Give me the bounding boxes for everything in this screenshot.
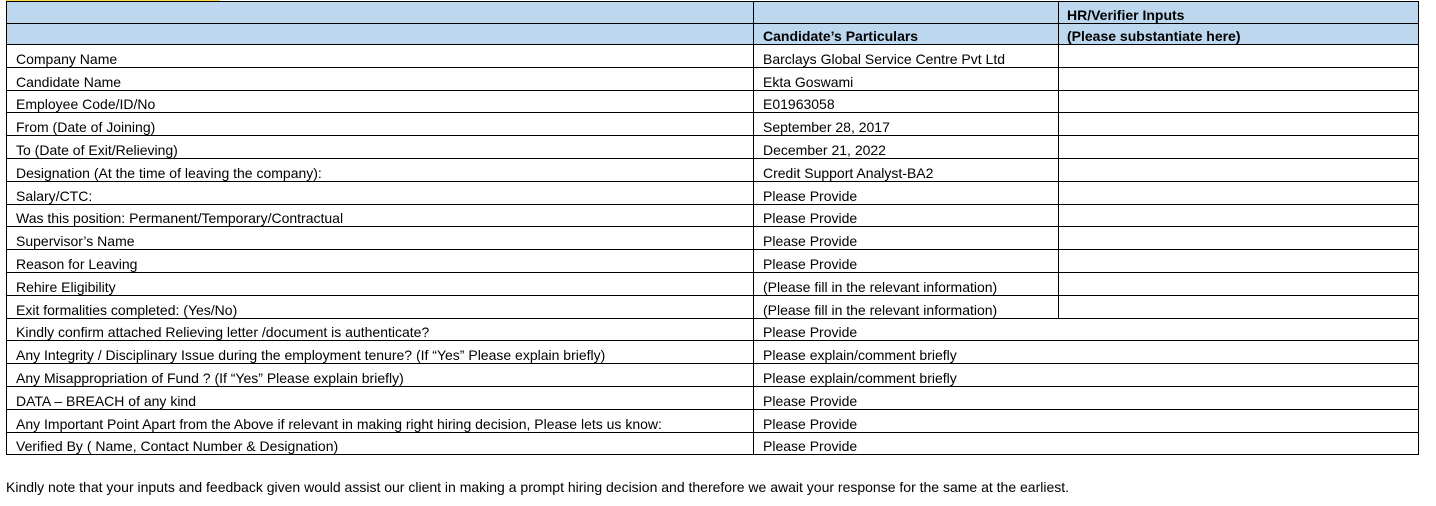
row-value: December 21, 2022 <box>754 136 1059 159</box>
header-label-cell <box>7 23 754 45</box>
table-row <box>7 318 1419 341</box>
row-label: Reason for Leaving <box>7 250 754 273</box>
table-row <box>7 295 1419 318</box>
table-row <box>7 204 1419 227</box>
hr-input-cell[interactable] <box>1059 90 1419 113</box>
header-row-top <box>7 2 1419 24</box>
row-value: Credit Support Analyst-BA2 <box>754 158 1059 181</box>
row-value: E01963058 <box>754 90 1059 113</box>
header-hr-inputs-title: HR/Verifier Inputs <box>1059 2 1419 24</box>
table-row <box>7 90 1419 113</box>
hr-input-cell[interactable] <box>1059 204 1419 227</box>
table-row <box>7 158 1419 181</box>
row-label: Kindly confirm attached Relieving letter /document is authenticate? <box>7 318 754 341</box>
row-label: Verified By ( Name, Contact Number & Designation) <box>7 432 754 455</box>
row-value-merged[interactable]: Please Provide <box>754 318 1419 341</box>
hr-input-cell[interactable] <box>1059 250 1419 273</box>
row-value: (Please fill in the relevant information) <box>754 295 1059 318</box>
hr-input-cell[interactable] <box>1059 67 1419 90</box>
row-label: Rehire Eligibility <box>7 272 754 295</box>
row-label: To (Date of Exit/Relieving) <box>7 136 754 159</box>
row-label: Designation (At the time of leaving the company): <box>7 158 754 181</box>
row-value: Please Provide <box>754 227 1059 250</box>
row-label: Exit formalities completed: (Yes/No) <box>7 295 754 318</box>
table-row <box>7 45 1419 68</box>
row-value: September 28, 2017 <box>754 113 1059 136</box>
table-row <box>7 136 1419 159</box>
row-label: Any Integrity / Disciplinary Issue during the employment tenure? (If “Yes” Please explain briefly) <box>7 341 754 364</box>
table-row <box>7 113 1419 136</box>
row-label: Supervisor’s Name <box>7 227 754 250</box>
row-label: From (Date of Joining) <box>7 113 754 136</box>
table-row <box>7 181 1419 204</box>
row-value: (Please fill in the relevant information) <box>754 272 1059 295</box>
hr-input-cell[interactable] <box>1059 158 1419 181</box>
row-value: Please Provide <box>754 250 1059 273</box>
row-label: Was this position: Permanent/Temporary/Contractual <box>7 204 754 227</box>
table-row <box>7 250 1419 273</box>
table-row <box>7 432 1419 455</box>
row-label: Employee Code/ID/No <box>7 90 754 113</box>
table-row <box>7 386 1419 409</box>
header-label-cell-top <box>7 2 754 24</box>
hr-input-cell[interactable] <box>1059 113 1419 136</box>
row-label: Company Name <box>7 45 754 68</box>
row-label: Salary/CTC: <box>7 181 754 204</box>
row-value: Ekta Goswami <box>754 67 1059 90</box>
hr-input-cell[interactable] <box>1059 181 1419 204</box>
row-label: Any Important Point Apart from the Above if relevant in making right hiring decision, Please lets us know: <box>7 409 754 432</box>
row-value-merged[interactable]: Please Provide <box>754 432 1419 455</box>
table-row <box>7 364 1419 387</box>
row-value-merged[interactable]: Please Provide <box>754 409 1419 432</box>
table-row <box>7 67 1419 90</box>
verification-table <box>6 1 1419 455</box>
row-value-merged[interactable]: Please explain/comment briefly <box>754 341 1419 364</box>
header-particulars-cell-top <box>754 2 1059 24</box>
table-row <box>7 341 1419 364</box>
table-row <box>7 227 1419 250</box>
table-row <box>7 409 1419 432</box>
header-hr-inputs-subtitle: (Please substantiate here) <box>1059 23 1419 45</box>
footnote-text: Kindly note that your inputs and feedback given would assist our client in making a prompt hiring decision and therefore we await your response for the same at the earliest. <box>6 479 1070 495</box>
header-candidate-particulars: Candidate’s Particulars <box>754 23 1059 45</box>
row-label: Candidate Name <box>7 67 754 90</box>
hr-input-cell[interactable] <box>1059 272 1419 295</box>
row-value-merged[interactable]: Please Provide <box>754 386 1419 409</box>
table-row <box>7 272 1419 295</box>
header-row-bottom <box>7 23 1419 45</box>
row-label: Any Misappropriation of Fund ? (If “Yes” Please explain briefly) <box>7 364 754 387</box>
row-value-merged[interactable]: Please explain/comment briefly <box>754 364 1419 387</box>
row-value: Please Provide <box>754 181 1059 204</box>
hr-input-cell[interactable] <box>1059 227 1419 250</box>
hr-input-cell[interactable] <box>1059 45 1419 68</box>
row-value: Please Provide <box>754 204 1059 227</box>
row-value: Barclays Global Service Centre Pvt Ltd <box>754 45 1059 68</box>
hr-input-cell[interactable] <box>1059 136 1419 159</box>
hr-input-cell[interactable] <box>1059 295 1419 318</box>
row-label: DATA – BREACH of any kind <box>7 386 754 409</box>
